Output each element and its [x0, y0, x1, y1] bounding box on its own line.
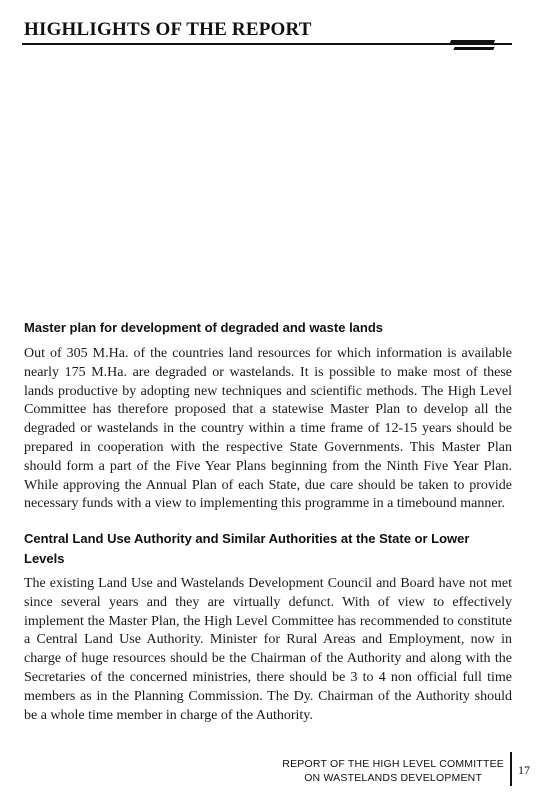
- section-heading-land-use-authority: Central Land Use Authority and Similar Authorities at the State or Lower Levels: [24, 531, 470, 566]
- section-body-land-use-authority: The existing Land Use and Wastelands Development Council and Board have not met since several years and they are virtually defunct. With of view to effectively implement the Master Plan, the High Level Committee has recommended to constitute a Central Land Use Authority. Minister for Rural Areas and Employment, now in charge of huge resources should be the Chairman of the Authority and along with the Secretaries of the concerned ministries, there should be 3 to 4 non official full time members as in the Planning Commission. The Dy. Chairman of the Authority should be a whole time member in charge of the Authority.: [24, 576, 512, 723]
- section-body-master-plan: Out of 305 M.Ha. of the countries land resources for which information is available nearly 175 M.Ha. are degraded or wastelands. It is possible to make most of these lands productive by adopting new techniques and scientific methods. The High Level Committee has therefore proposed that a statewise Master Plan to develop all the degraded or wastelands in the country within a time frame of 12-15 years should be prepared in cooperation with the respective State Governments. This Master Plan should form a part of the Five Year Plans beginning from the Ninth Five Year Plan. While approving the Annual Plan of each State, due care should be taken to provide necessary funds with a view to implementing this programme in a timebound manner.: [24, 346, 512, 512]
- page-number: 17: [518, 763, 530, 777]
- footer-line-1: REPORT OF THE HIGH LEVEL COMMITTEE: [282, 758, 504, 770]
- header-rule: [22, 43, 512, 45]
- footer-divider: [510, 752, 512, 786]
- section-heading-master-plan: Master plan for development of degraded and waste lands: [24, 320, 384, 335]
- header-decor-bar: [449, 40, 495, 45]
- footer-report-title: [282, 757, 504, 785]
- page-header-title: HIGHLIGHTS OF THE REPORT: [24, 19, 312, 40]
- footer-line-2: ON WASTELANDS DEVELOPMENT: [304, 772, 483, 784]
- header-decor-bar-lower: [453, 47, 494, 50]
